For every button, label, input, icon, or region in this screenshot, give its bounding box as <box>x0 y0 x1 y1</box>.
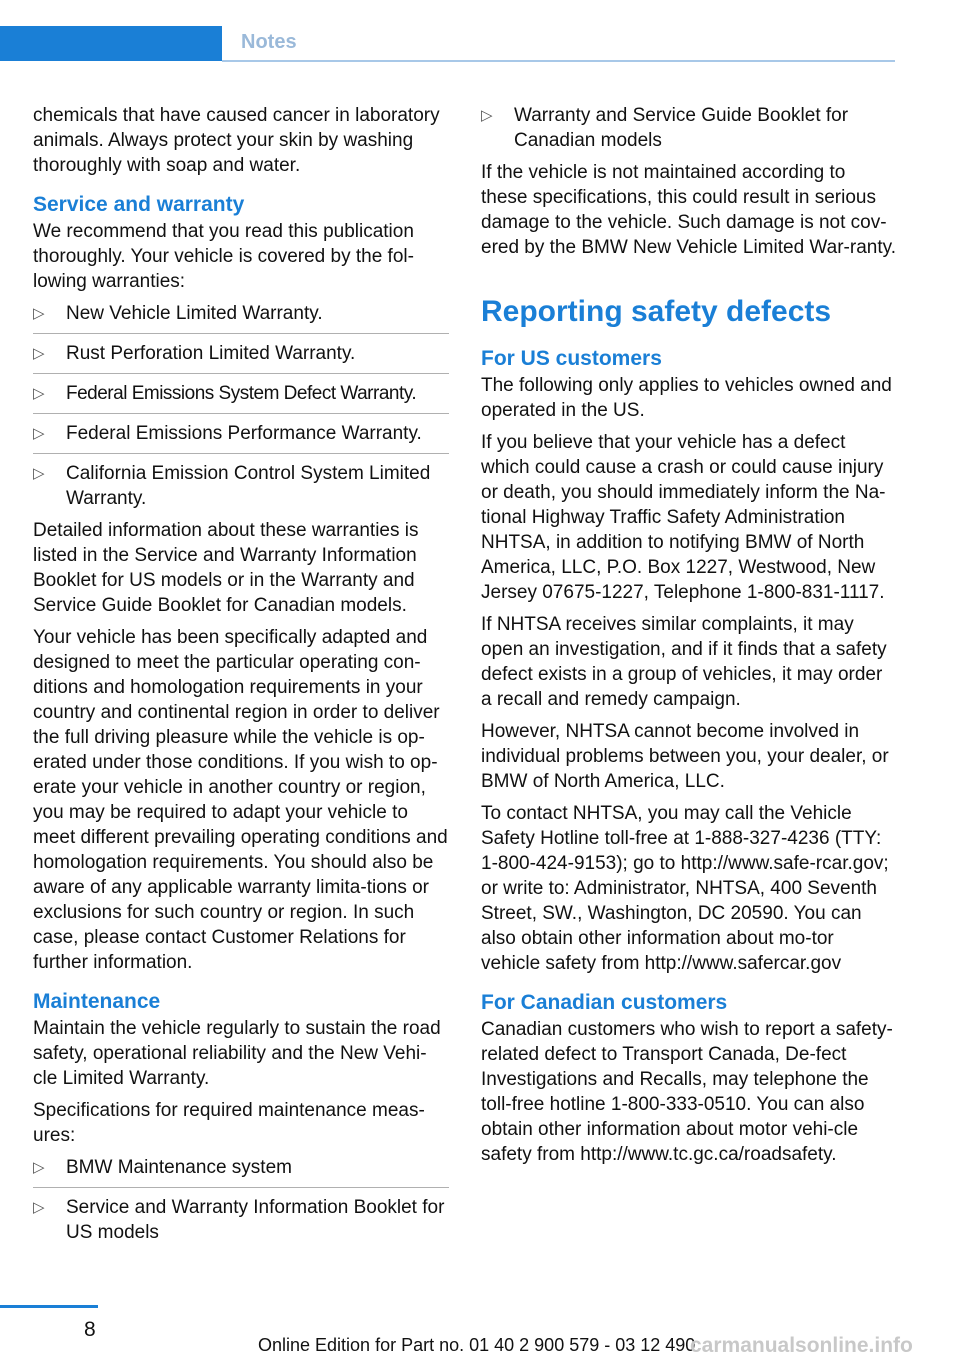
header-accent-bar <box>0 26 222 61</box>
page-number: 8 <box>84 1318 96 1341</box>
us-paragraph-4: However, NHTSA cannot become involved in individual problems between you, your dealer, or BMW of North America, LLC. <box>481 721 889 792</box>
service-warranty-heading: Service and warranty <box>33 193 245 216</box>
bullet-arrow-icon: ▷ <box>481 107 493 124</box>
maintenance-paragraph-1: Maintain the vehicle regularly to sustain the road safety, operational reliability and the New Vehi‐cle Limited Warranty. <box>33 1018 441 1089</box>
us-paragraph-2: If you believe that your vehicle has a defect which could cause a crash or could cause injury or death, you should immediately inform the Na‐tional Highway Traffic Safety Administration NHTSA, in addition to notifying BMW of North America, LLC, P.O. Box 1227, Westwood, New Jersey 07675-1227, Telephone 1-800-831-1117. <box>481 432 886 603</box>
maintenance-list-continued <box>481 103 897 153</box>
reporting-safety-defects-heading: Reporting safety defects <box>481 295 832 328</box>
warranty-list <box>33 301 449 511</box>
service-paragraph-1: We recommend that you read this publication thoroughly. Your vehicle is covered by the fol‐lowing warranties: <box>33 221 414 292</box>
maintenance-paragraph-3: If the vehicle is not maintained according to these specifications, this could result in serious damage to the vehicle. Such damage is not cov‐ered by the BMW New Vehicle Limited War‐ranty. <box>481 162 896 258</box>
edition-footer: Online Edition for Part no. 01 40 2 900 579 - 03 12 490 <box>258 1335 696 1355</box>
list-item: ▷ California Emission Control System Limited Warranty. <box>33 453 449 511</box>
list-item: ▷ BMW Maintenance system <box>33 1157 292 1178</box>
watermark: carmanualsonline.info <box>690 1334 913 1357</box>
section-title: Notes <box>241 31 297 53</box>
header-rule <box>222 60 895 62</box>
bullet-arrow-icon: ▷ <box>33 305 45 322</box>
list-item: ▷ Federal Emissions Performance Warranty. <box>33 413 449 446</box>
bullet-arrow-icon: ▷ <box>33 1159 45 1176</box>
service-paragraph-2: Detailed information about these warranties is listed in the Service and Warranty Information Booklet for US models or in the Warranty and Service Guide Booklet for Canadian models. <box>33 520 419 616</box>
right-column <box>481 103 897 1174</box>
us-paragraph-5: To contact NHTSA, you may call the Vehicle Safety Hotline toll-free at 1-888-327-4236 (TTY: 1-800-424-9153); go to http://www.safe‐rcar.gov; or write to: Administrator, NHTSA, 400 Seventh Street, SW., Washington, DC 20590. You can also obtain other information about mo‐tor vehicle safety from http://www.safercar.gov <box>481 803 889 974</box>
intro-paragraph: chemicals that have caused cancer in laboratory animals. Always protect your skin by washing thoroughly with soap and water. <box>33 105 440 176</box>
footer-accent-line <box>0 1305 98 1308</box>
list-item: ▷ Rust Perforation Limited Warranty. <box>33 333 449 366</box>
canadian-customers-heading: For Canadian customers <box>481 991 728 1014</box>
maintenance-heading: Maintenance <box>33 990 161 1013</box>
canadian-paragraph-1: Canadian customers who wish to report a safety-related defect to Transport Canada, De‐fect Investigations and Recalls, may telephone the toll-free hotline 1-800-333-0510. You can also obtain other information about motor vehi‐cle safety from http://www.tc.gc.ca/roadsafety. <box>481 1019 893 1165</box>
bullet-arrow-icon: ▷ <box>33 1199 45 1216</box>
us-customers-heading: For US customers <box>481 347 662 370</box>
maintenance-paragraph-2: Specifications for required maintenance meas‐ures: <box>33 1100 425 1146</box>
us-paragraph-1: The following only applies to vehicles owned and operated in the US. <box>481 375 892 421</box>
list-item: ▷ Warranty and Service Guide Booklet for Canadian models <box>481 105 849 151</box>
service-paragraph-3: Your vehicle has been specifically adapted and designed to meet the particular operating con‐ditions and homologation requirements in your country and continental region in order to deliver the full driving pleasure while the vehicle is op‐erated under those conditions. If you wish to op‐erate your vehicle in another country or region, you may be required to adapt your vehicle to meet different prevailing operating conditions and homologation requirements. You should also be aware of any applicable warranty limita‐tions or exclusions for such country or region. In such case, please contact Customer Relations for further information. <box>33 627 448 973</box>
us-paragraph-3: If NHTSA receives similar complaints, it may open an investigation, and if it finds that a safety defect exists in a group of vehicles, it may order a recall and remedy campaign. <box>481 614 887 710</box>
left-column <box>33 103 449 1252</box>
maintenance-list <box>33 1155 449 1245</box>
list-item: ▷ New Vehicle Limited Warranty. <box>33 303 323 324</box>
bullet-arrow-icon: ▷ <box>33 385 45 402</box>
list-item: ▷ Federal Emissions System Defect Warranty. <box>33 373 449 406</box>
bullet-arrow-icon: ▷ <box>33 425 45 442</box>
bullet-arrow-icon: ▷ <box>33 345 45 362</box>
list-item: ▷ Service and Warranty Information Booklet for US models <box>33 1187 449 1245</box>
bullet-arrow-icon: ▷ <box>33 465 45 482</box>
